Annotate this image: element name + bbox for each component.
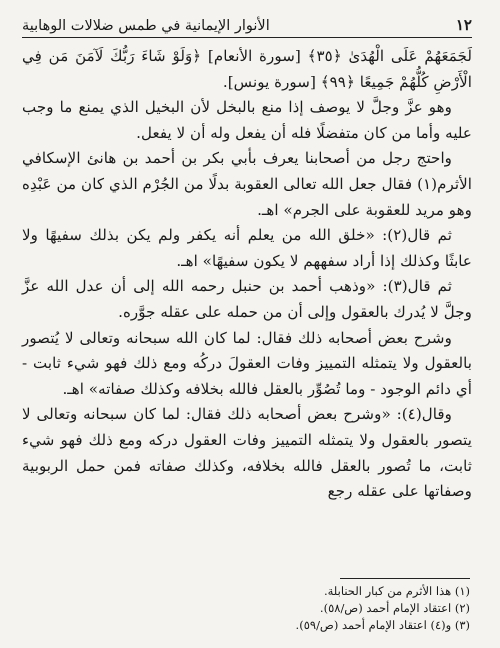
page-header [22, 6, 472, 38]
paragraph: وهو عزَّ وجلَّ لا يوصف إذا منع بالبخل لأن البخيل الذي يمنع ما وجب عليه وأما من كان متفضلًا فله أن يفعل وله أن لا يفعل. [22, 98, 472, 142]
paragraph: ثم قال(٢): «خلق الله من يعلم أنه يكفر ولم يكن بذلك سفيهًا ولا عابثًا وكذلك إذا أراد سفههم لا يكون سفيهًا» اهـ. [22, 226, 472, 270]
body-text [22, 44, 472, 505]
footnotes [30, 578, 470, 634]
paragraph: وقال(٤): «وشرح بعض أصحابه ذلك فقال: لما كان سبحانه وتعالى لا يتصور بالعقول ولا يتمثله التمييز وفات العقول دركه ومع ذلك فهو شيء ثابت، ما تُصور بالعقل فالله بخلافه، وكذلك صفاته فمن حمل الربوبية وصفاتها على عقله رجع [22, 405, 472, 501]
footnote: (٢) اعتقاد الإمام أحمد (ص/٥٨). [319, 601, 470, 615]
page-number: ١٢ [455, 16, 472, 34]
paragraph: واحتج رجل من أصحابنا يعرف بأبي بكر بن أحمد بن هانئ الإسكافي الأثرم(١) فقال جعل الله تعالى العقوبة بدلًا من الجُرْم الذي كان من عَبْدِه وهو مريد للعقوبة على الجرم» اهـ. [22, 149, 472, 219]
running-title: الأنوار الإيمانية في طمس ضلالات الوهابية [22, 18, 270, 34]
paragraph: ثم قال(٣): «وذهب أحمد بن حنبل رحمه الله إلى أن عدل الله عزَّ وجلَّ لا يُدرك بالعقول وإلى أن من حمله على عقله جوَّره. [22, 277, 472, 321]
paragraph: وشرح بعض أصحابه ذلك فقال: لما كان الله سبحانه وتعالى لا يُتصور بالعقول ولا يتمثله التمييز وفات العقولَ دركُه ومع ذلك فهو شيء ثابت - أي دائم الوجود - وما تُصُوِّر بالعقل فالله بخلافه وكذلك صفاته» اهـ. [22, 328, 472, 398]
paragraph-quran-verses: لَجَمَعَهُمْ عَلَى الْهُدَىٰ ﴿٣٥﴾ [سورة الأنعام] ﴿وَلَوْ شَاءَ رَبُّكَ لَآمَنَ مَن فِي الْأَرْضِ كُلُّهُمْ جَمِيعًا ﴿٩٩﴾ [سورة يونس]. [22, 47, 473, 91]
footnote: (٣) و(٤) اعتقاد الإمام أحمد (ص/٥٩). [295, 618, 470, 632]
footnote: (١) هذا الأثرم من كبار الحنابلة. [323, 584, 470, 598]
footnote-divider [340, 578, 470, 579]
